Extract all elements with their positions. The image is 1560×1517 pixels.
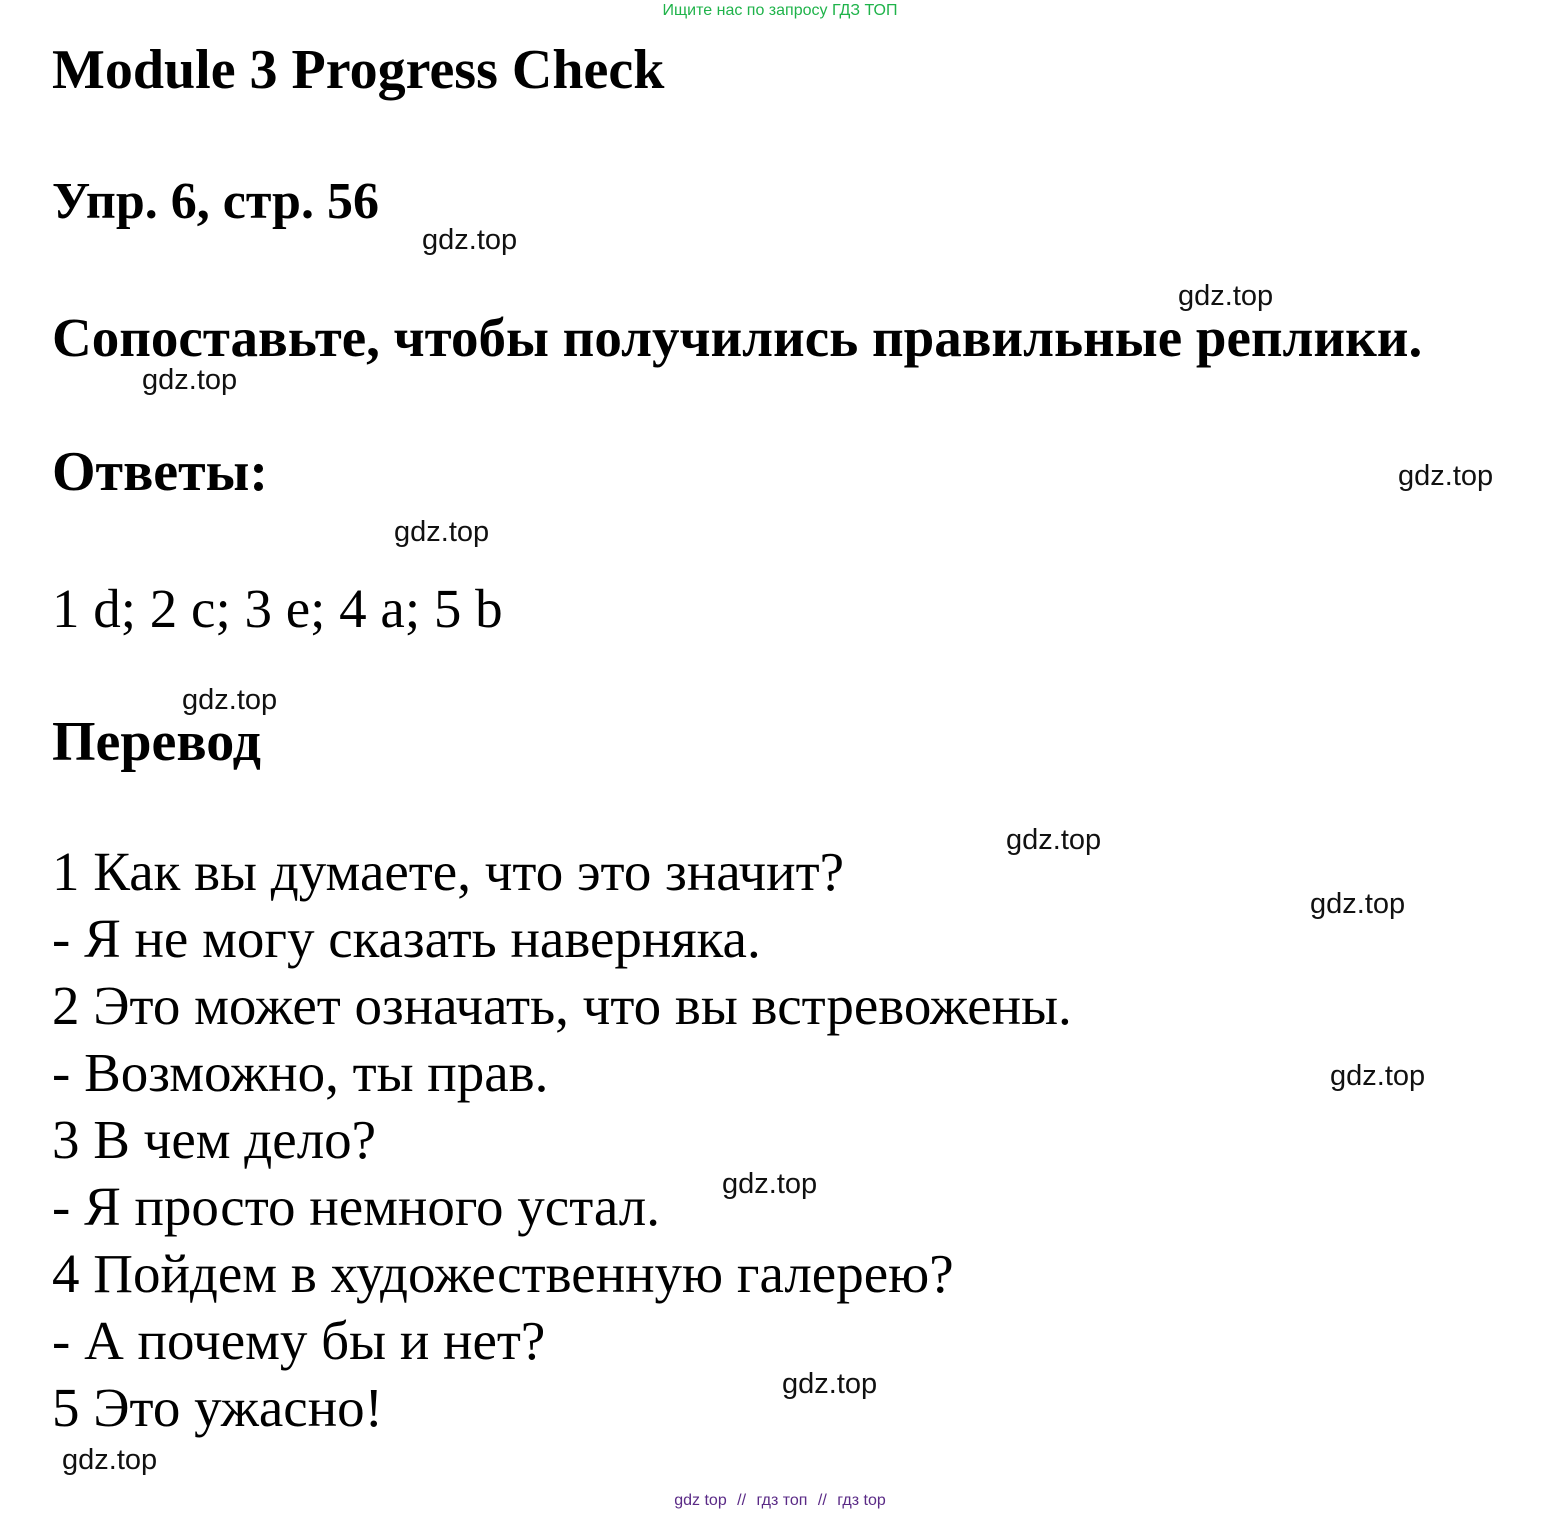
watermark: gdz.top <box>182 684 278 716</box>
page-title: Module 3 Progress Check <box>52 39 665 101</box>
answers-heading: Ответы: <box>52 441 269 503</box>
watermark: gdz.top <box>1178 280 1274 312</box>
task-heading: Сопоставьте, чтобы получились правильные реплики. <box>52 307 1423 368</box>
watermark: gdz.top <box>422 224 518 256</box>
answers-text: 1 d; 2 c; 3 e; 4 a; 5 b <box>52 578 503 639</box>
translation-line: 3 В чем дело? <box>52 1109 377 1170</box>
translation-line: - А почему бы и нет? <box>52 1310 546 1371</box>
footer-link[interactable]: gdz top <box>674 1492 727 1509</box>
translation-line: 5 Это ужасно! <box>52 1377 383 1438</box>
top-banner: Ищите нас по запросу ГДЗ ТОП <box>662 2 898 19</box>
footer-link[interactable]: гдз топ <box>756 1492 808 1509</box>
watermark: gdz.top <box>394 516 490 548</box>
translation-line: 4 Пойдем в художественную галерею? <box>52 1243 954 1304</box>
translation-line: 1 Как вы думаете, что это значит? <box>52 841 845 902</box>
watermark: gdz.top <box>782 1368 878 1400</box>
translation-heading: Перевод <box>52 711 261 773</box>
translation-line: - Я не могу сказать наверняка. <box>52 908 761 969</box>
watermark: gdz.top <box>1330 1060 1426 1092</box>
watermark: gdz.top <box>1398 460 1494 492</box>
footer-link[interactable]: гдз top <box>837 1492 886 1509</box>
watermark: gdz.top <box>62 1444 158 1476</box>
translation-line: 2 Это может означать, что вы встревожены. <box>52 975 1072 1036</box>
translation-list <box>52 838 1072 1441</box>
watermark: gdz.top <box>722 1168 818 1200</box>
footer-separator: // <box>737 1492 747 1509</box>
exercise-heading: Упр. 6, стр. 56 <box>52 173 379 230</box>
watermark: gdz.top <box>142 364 238 396</box>
watermark: gdz.top <box>1006 824 1102 856</box>
footer-separator: // <box>817 1492 827 1509</box>
footer <box>0 1492 1560 1510</box>
translation-line: - Я просто немного устал. <box>52 1176 661 1237</box>
translation-line: - Возможно, ты прав. <box>52 1042 549 1103</box>
watermark: gdz.top <box>1310 888 1406 920</box>
